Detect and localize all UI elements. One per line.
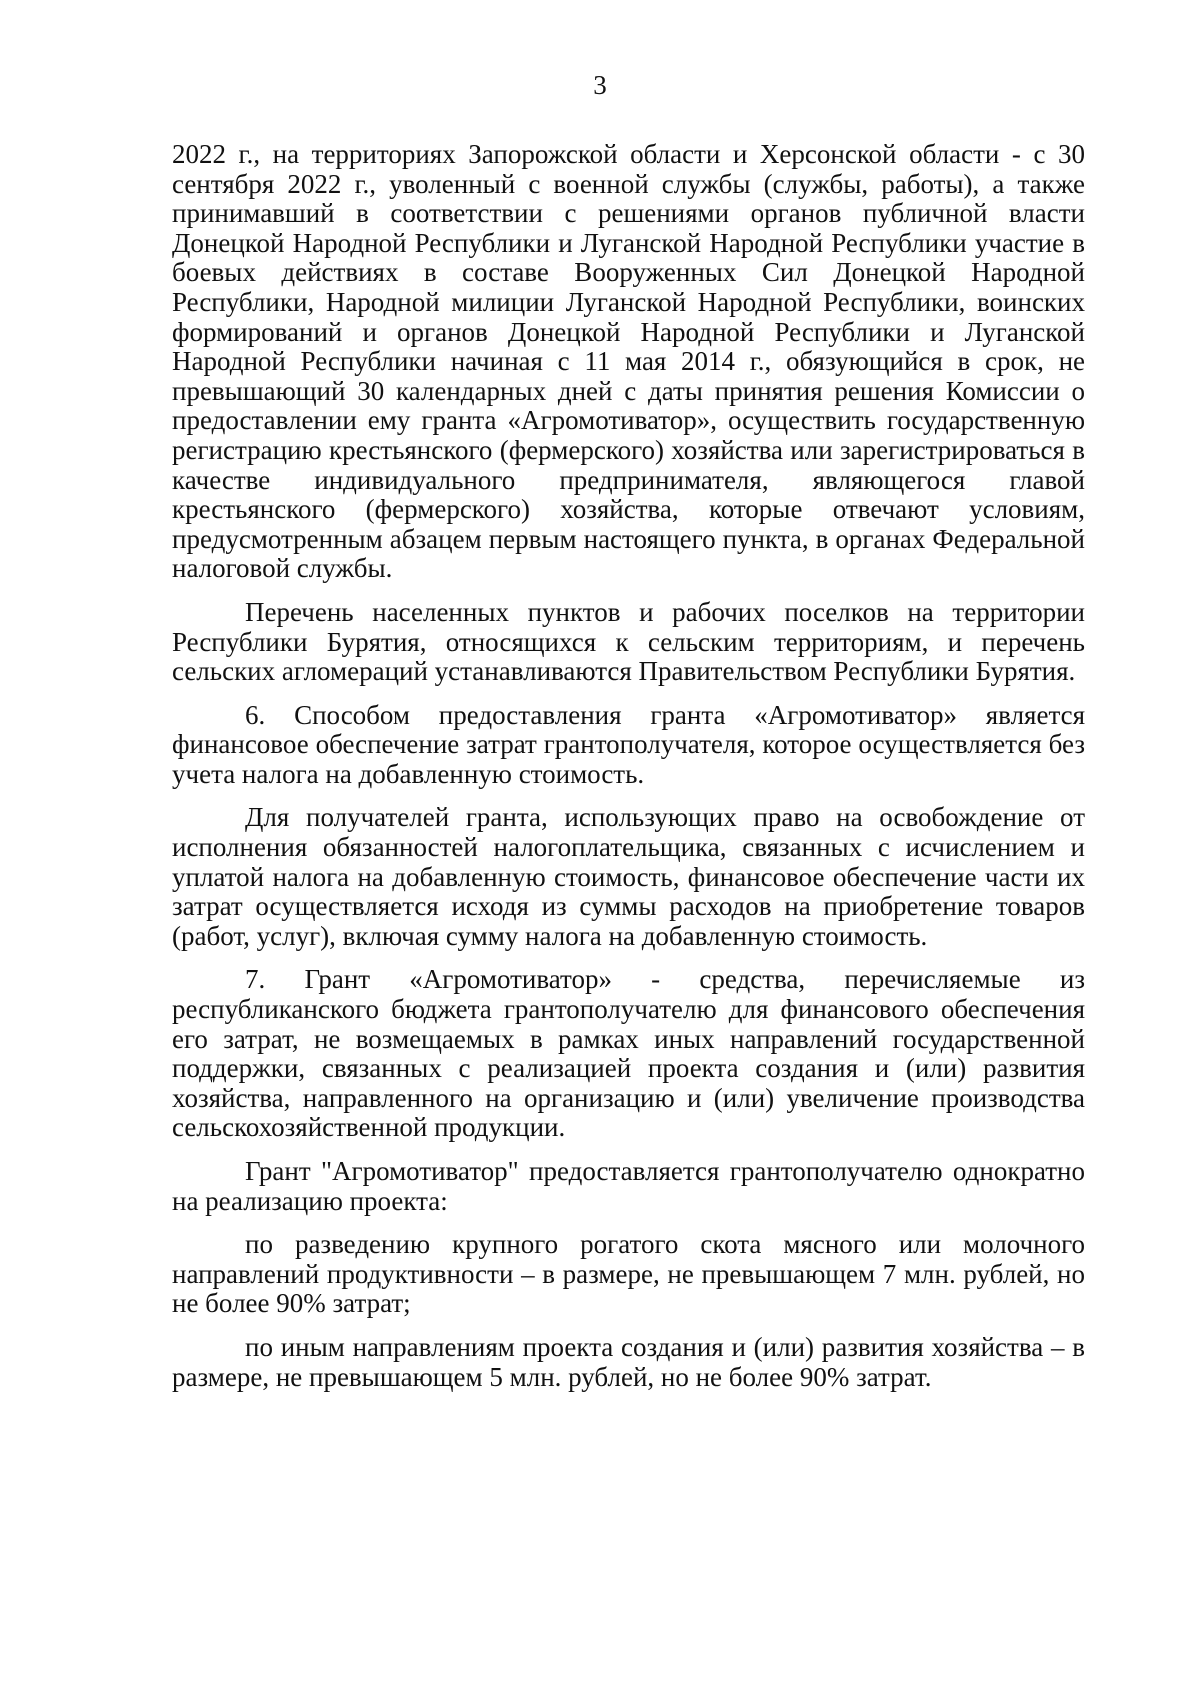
document-body	[172, 140, 1085, 1406]
paragraph-other-directions: по иным направлениям проекта создания и (или) развития хозяйства – в размере, не превышающем 5 млн. рублей, но не более 90% затрат.	[172, 1331, 1085, 1392]
paragraph-grant-provision: Грант "Агромотиватор" предоставляется грантополучателю однократно на реализацию проекта:	[172, 1156, 1085, 1216]
paragraph-continuation: 2022 г., на территориях Запорожской области и Херсонской области - с 30 сентября 2022 г., уволенный с военной службы (службы, работы), а также принимавший в соответствии с решениями органов публичной власти Донецкой Народной Республики и Луганской Народной Республики участие в боевых действиях в составе Вооруженных Сил Донецкой Народной Республики, Народной милиции Луганской Народной Республики, воинских формирований и органов Донецкой Народной Республики и Луганской Народной Республики начиная с 11 мая 2014 г., обязующийся в срок, не превышающий 30 календарных дней с даты принятия решения Комиссии о предоставлении ему гранта «Агромотиватор», осуществить государственную регистрацию крестьянского (фермерского) хозяйства или зарегистрироваться в качестве индивидуального предпринимателя, являющегося главой крестьянского (фермерского) хозяйства, которые отвечают условиям, предусмотренным абзацем первым настоящего пункта, в органах Федеральной налоговой службы.	[172, 139, 1085, 584]
paragraph-item-7: 7. Грант «Агромотиватор» - средства, перечисляемые из республиканского бюджета грантополучателю для финансового обеспечения его затрат, не возмещаемых в рамках иных направлений государственной поддержки, связанных с реализацией проекта создания и (или) развития хозяйства, направленного на организацию и (или) увеличение производства сельскохозяйственной продукции.	[172, 964, 1085, 1143]
paragraph-item-6: 6. Способом предоставления гранта «Агромотиватор» является финансовое обеспечение затрат грантополучателя, которое осуществляется без учета налога на добавленную стоимость.	[172, 699, 1085, 789]
paragraph-settlements-list: Перечень населенных пунктов и рабочих поселков на территории Республики Бурятия, относящихся к сельским территориям, и перечень сельских агломераций устанавливаются Правительством Республики Бурятия.	[172, 596, 1085, 687]
paragraph-vat-exemption: Для получателей гранта, использующих право на освобождение от исполнения обязанностей налогоплательщика, связанных с исчислением и уплатой налога на добавленную стоимость, финансовое обеспечение части их затрат осуществляется исходя из суммы расходов на приобретение товаров (работ, услуг), включая сумму налога на добавленную стоимость.	[172, 802, 1085, 951]
page-number: 3	[593, 70, 607, 100]
paragraph-cattle-breeding: по разведению крупного рогатого скота мясного или молочного направлений продуктивности – в размере, не превышающем 7 млн. рублей, но не более 90% затрат;	[172, 1229, 1085, 1319]
